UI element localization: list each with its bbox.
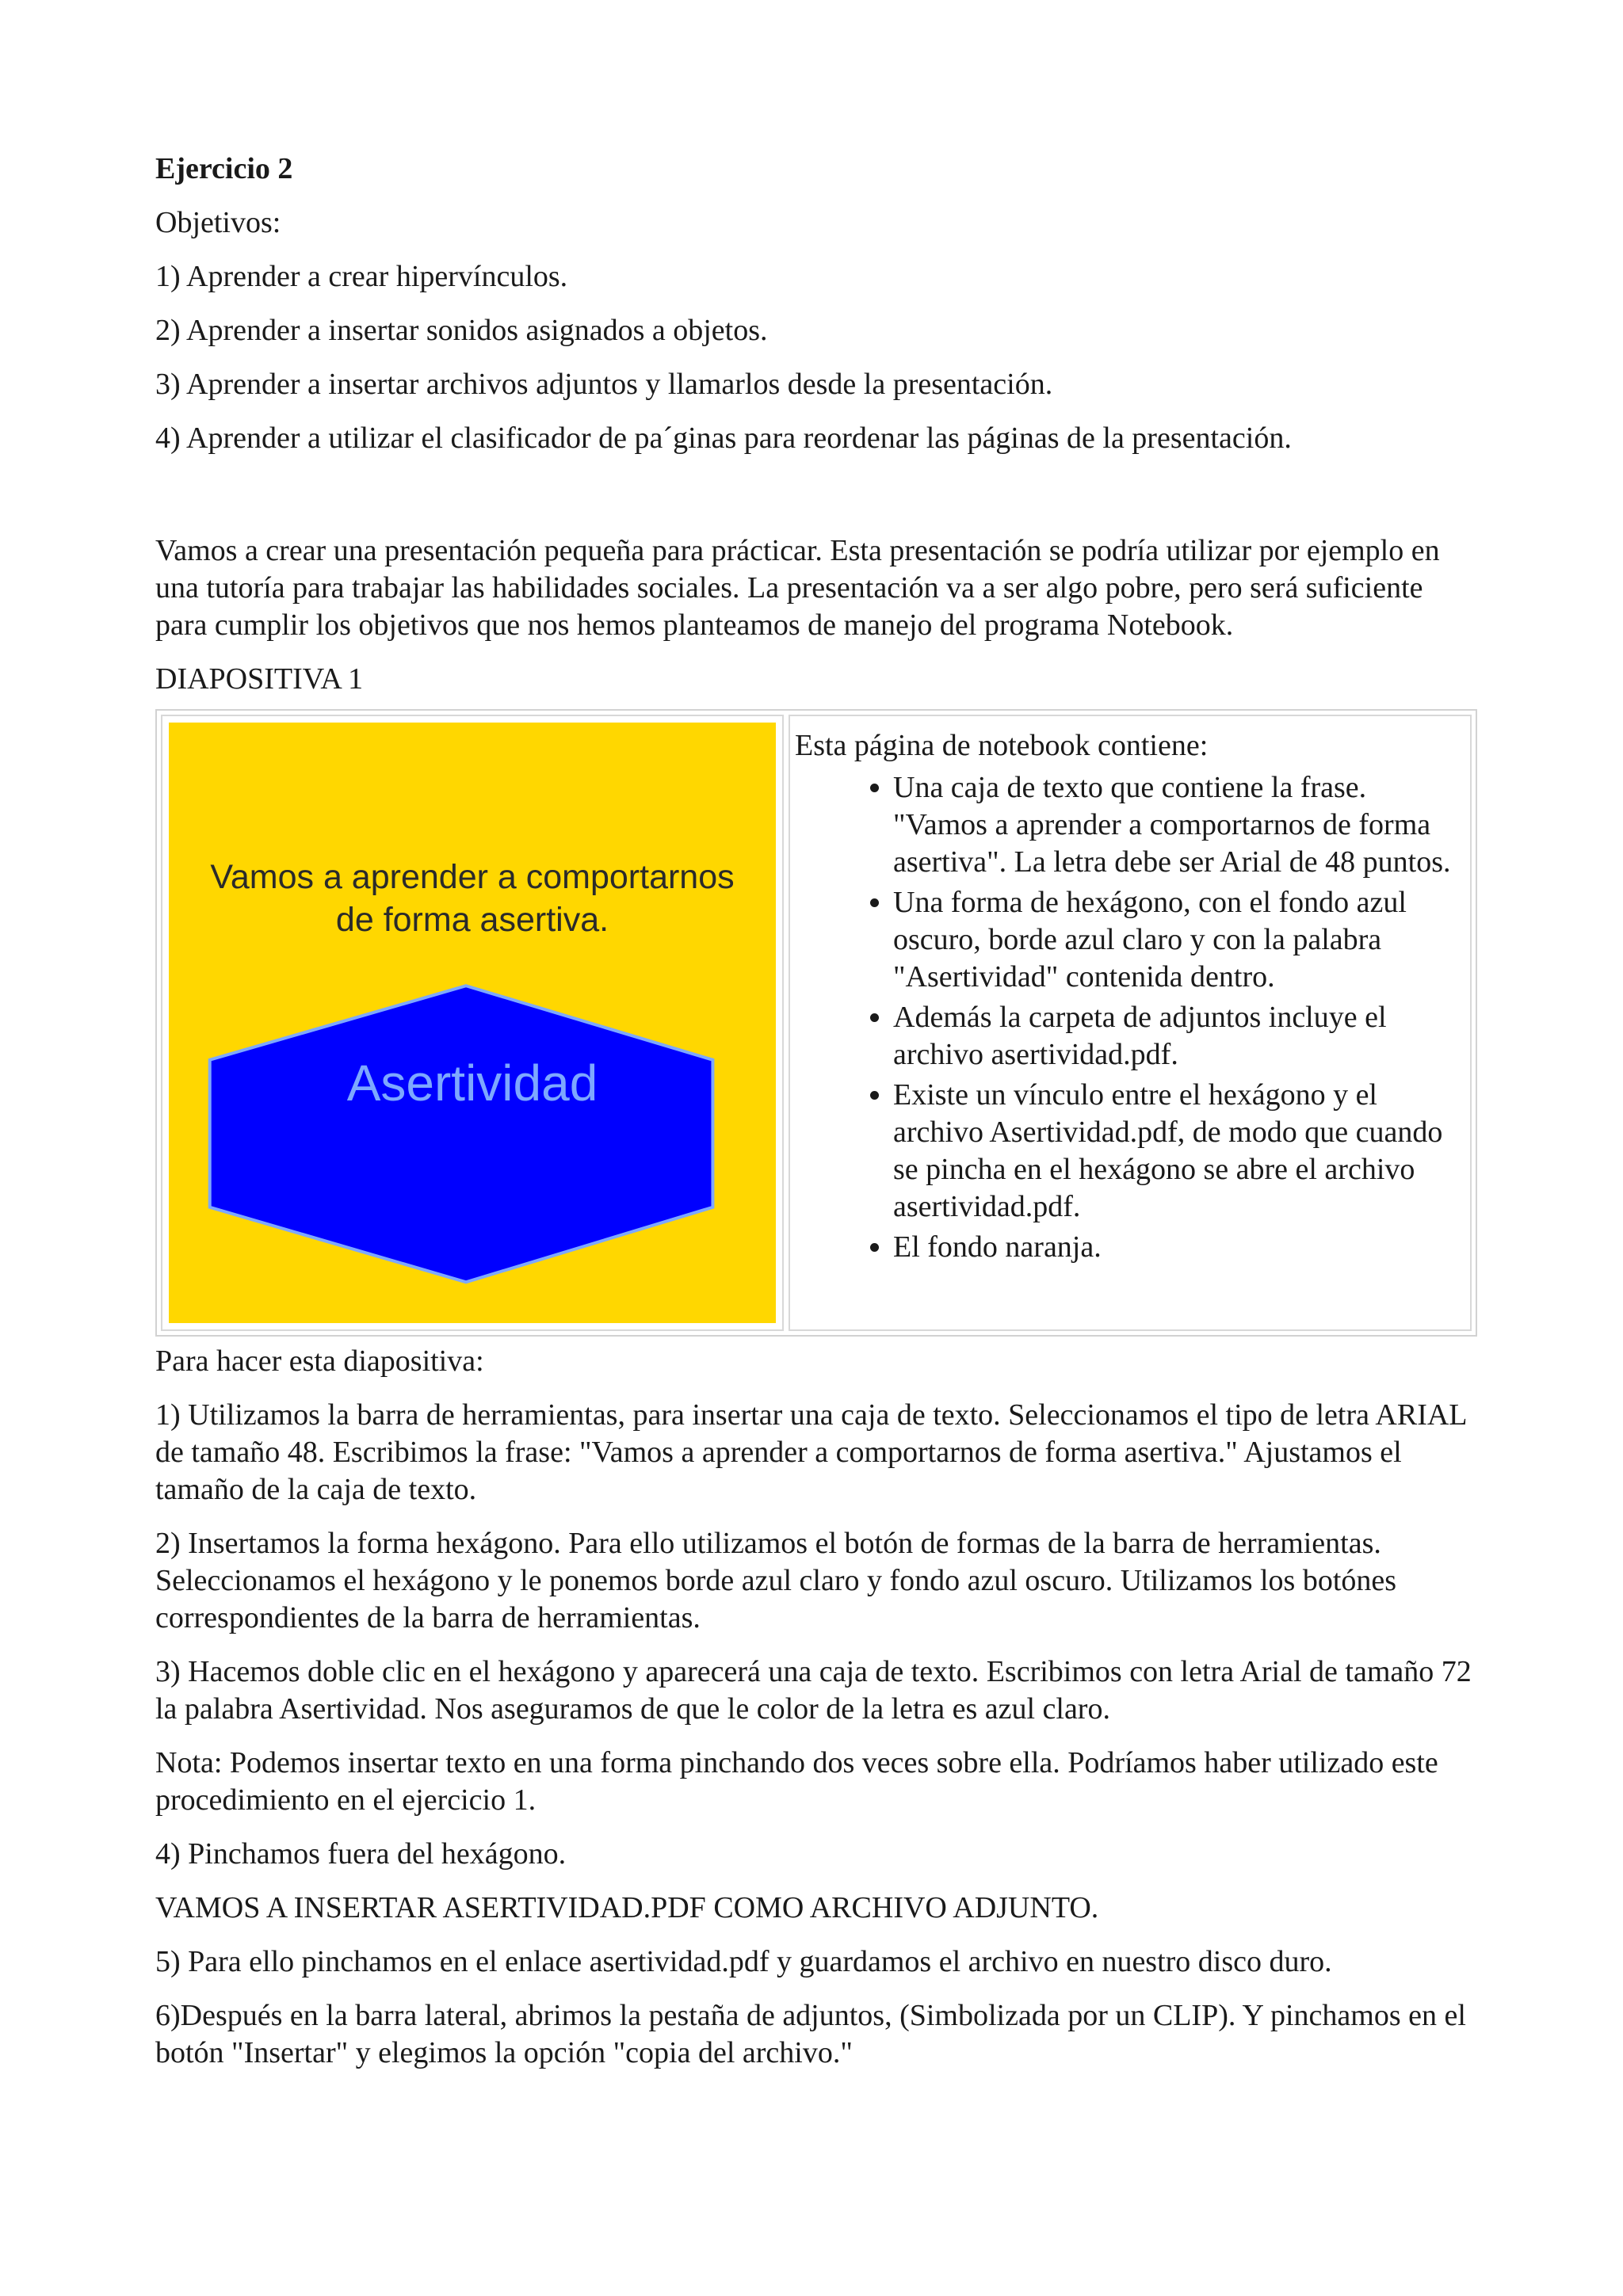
section-heading: VAMOS A INSERTAR ASERTIVIDAD.PDF COMO ARCHIVO ADJUNTO. [155, 1891, 1099, 1924]
description-lead: Esta página de notebook contiene: [795, 729, 1209, 762]
description-item: • Existe un vínculo entre el hexágono y el archivo Asertividad.pdf, de modo que cuando se pincha en el hexágono se abre el archivo asertividad.pdf. [893, 1077, 1459, 1226]
step-paragraph: 2) Insertamos la forma hexágono. Para ello utilizamos el botón de formas de la barra de herramientas. Seleccionamos el hexágono y le ponemos borde azul claro y fondo azul oscuro. Utilizamos los botónes correspondientes de la barra de herramientas. [155, 1527, 1397, 1634]
slide-phrase-line: de forma asertiva. [335, 901, 609, 939]
slide-description-cell [789, 715, 1472, 1331]
description-list [795, 769, 1459, 1266]
objective-item: 3) Aprender a insertar archivos adjuntos y llamarlos desde la presentación. [155, 368, 1053, 401]
description-item: • El fondo naranja. [893, 1229, 1459, 1266]
hexagon-label: Asertividad [346, 1055, 598, 1112]
step-paragraph: 1) Utilizamos la barra de herramientas, para insertar una caja de texto. Seleccionamos el tipo de letra ARIAL de tamaño 48. Escribimos la frase: "Vamos a aprender a comportarnos de forma asertiva." Ajustamos el tamaño de la caja de texto. [155, 1398, 1467, 1506]
description-item: • Además la carpeta de adjuntos incluye el archivo asertividad.pdf. [893, 999, 1459, 1074]
step-paragraph: 5) Para ello pinchamos en el enlace asertividad.pdf y guardamos el archivo en nuestro disco duro. [155, 1945, 1332, 1978]
step-paragraph: 6)Después en la barra lateral, abrimos la pestaña de adjuntos, (Simbolizada por un CLIP). Y pinchamos en el botón "Insertar" y elegimos la opción "copia del archivo." [155, 1999, 1466, 2069]
slide-heading: DIAPOSITIVA 1 [155, 662, 364, 696]
step-paragraph: 4) Pinchamos fuera del hexágono. [155, 1837, 567, 1871]
description-item: • Una caja de texto que contiene la frase. "Vamos a aprender a comportarnos de forma asertiva". La letra debe ser Arial de 48 puntos. [893, 769, 1459, 881]
slide-phrase [169, 856, 776, 941]
slide-table [155, 709, 1477, 1337]
description-item: • Una forma de hexágono, con el fondo azul oscuro, borde azul claro y con la palabra "Asertividad" contenida dentro. [893, 884, 1459, 996]
slide-phrase-line: Vamos a aprender a comportarnos [210, 858, 735, 896]
intro-paragraph: Vamos a crear una presentación pequeña para prácticar. Esta presentación se podría utilizar por ejemplo en una tutoría para trabajar las habilidades sociales. La presentación va a ser algo pobre, pero será suficiente para cumplir los objetivos que nos hemos planteamos de manejo del programa Notebook. [155, 534, 1440, 642]
steps-intro: Para hacer esta diapositiva: [155, 1344, 484, 1378]
step-paragraph: 3) Hacemos doble clic en el hexágono y aparecerá una caja de texto. Escribimos con letra Arial de tamaño 72 la palabra Asertividad. Nos aseguramos de que le color de la letra es azul claro. [155, 1655, 1472, 1726]
objective-item: 1) Aprender a crear hipervínculos. [155, 260, 568, 293]
objective-item: 2) Aprender a insertar sonidos asignados a objetos. [155, 314, 768, 347]
slide-canvas [169, 723, 776, 1323]
objective-item: 4) Aprender a utilizar el clasificador de pa´ginas para reordenar las páginas de la presentación. [155, 421, 1292, 455]
exercise-title: Ejercicio 2 [155, 152, 293, 185]
spacer [155, 474, 1479, 532]
hexagon-shape [210, 986, 713, 1282]
note-paragraph: Nota: Podemos insertar texto en una forma pinchando dos veces sobre ella. Podríamos haber utilizado este procedimiento en el ejercicio 1. [155, 1746, 1438, 1817]
slide-preview [169, 723, 776, 1323]
slide-image-cell [161, 715, 784, 1331]
document-content [155, 151, 1479, 2088]
objectives-label: Objetivos: [155, 206, 281, 239]
